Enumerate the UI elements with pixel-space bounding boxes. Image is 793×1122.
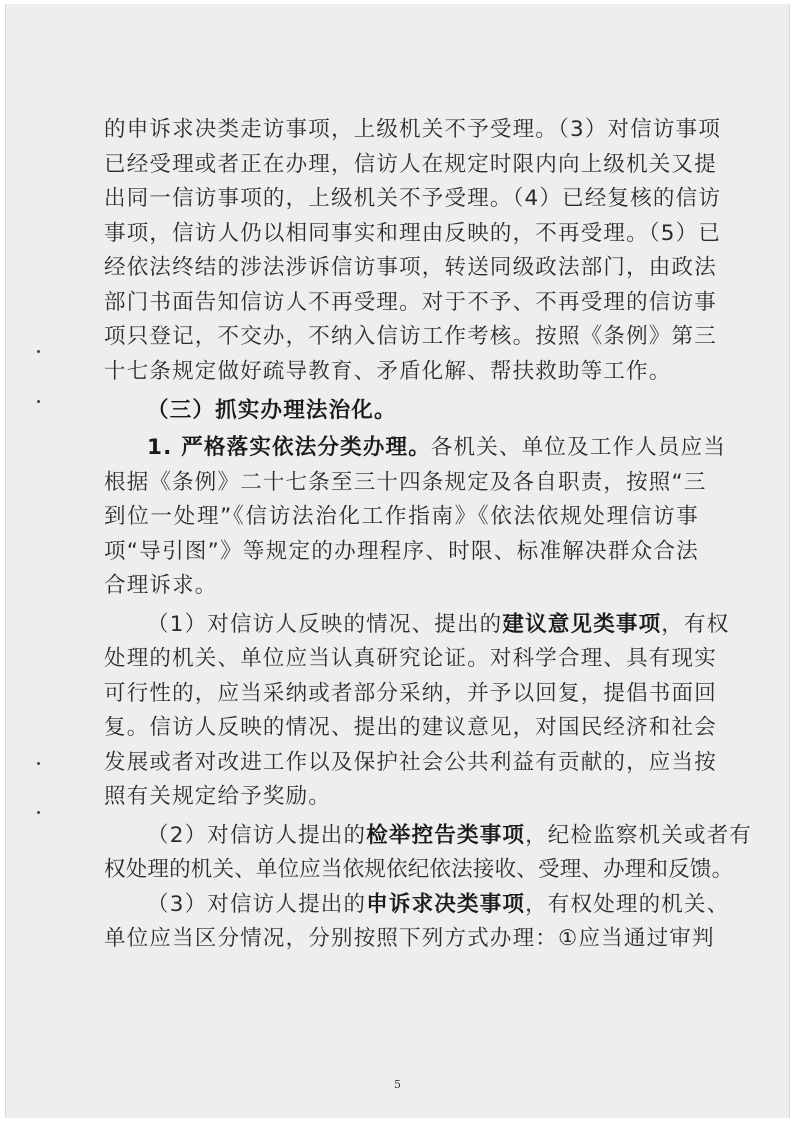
item-1-title: 1. 严格落实依法分类办理。 [147, 435, 431, 460]
item-b-suffix: ，纪检监察机关或者有 [525, 822, 753, 848]
document-page [5, 4, 790, 1118]
paragraph-continuation [104, 113, 722, 389]
text-line: 根据《条例》二十七条至三十四条规定及各自职责，按照“三 [104, 469, 707, 495]
text-line: 合理诉求。 [104, 573, 218, 598]
item-a-keyword: 建议意见类事项 [502, 611, 662, 637]
item-a-suffix: ，有权 [661, 611, 730, 637]
margin-mark [37, 350, 40, 353]
text-line: 可行性的，应当采纳或者部分采纳，并予以回复，提倡书面回 [104, 680, 717, 706]
text-line: 到位一处理”《信访法治化工作指南》《依法依规处理信访事 [104, 504, 699, 529]
text-line: 事项，信访人仍以相同事实和理由反映的，不再受理。（5）已 [104, 220, 722, 246]
item-a-paragraph [104, 608, 730, 815]
item-c-prefix: （3）对信访人提出的 [147, 891, 367, 917]
margin-mark [37, 811, 40, 814]
text-line [104, 431, 727, 466]
text-line [104, 819, 753, 854]
item-1-text: 各机关、单位及工作人员应当 [430, 435, 727, 460]
item-c-keyword: 申诉求决类事项 [366, 891, 526, 917]
text-line [104, 608, 730, 643]
text-line: 部门书面告知信访人不再受理。对于不予、不再受理的信访事 [104, 289, 717, 315]
text-line: 单位应当区分情况，分别按照下列方式办理：①应当通过审判 [104, 926, 715, 951]
text-line [104, 888, 730, 923]
text-line: 出同一信访事项的，上级机关不予受理。（4）已经复核的信访 [104, 186, 722, 211]
item-c-paragraph [104, 888, 730, 957]
text-line: 经依法终结的涉法涉诉信访事项，转送同级政法部门，由政法 [104, 255, 717, 280]
item-1-paragraph [104, 431, 727, 604]
margin-mark [37, 762, 40, 765]
item-b-prefix: （2）对信访人提出的 [147, 822, 367, 848]
text-line: 处理的机关、单位应当认真研究论证。对科学合理、具有现实 [104, 646, 717, 671]
page-number: 5 [394, 1078, 401, 1091]
section-heading [104, 391, 699, 431]
text-line: 照有关规定给予奖励。 [104, 784, 332, 809]
text-line: 项“导引图”》等规定的办理程序、时限、标准解决群众合法 [104, 538, 699, 564]
text-line: 已经受理或者正在办理，信访人在规定时限内向上级机关又提 [104, 151, 717, 177]
document-body [104, 113, 753, 957]
text-line: 的申诉求决类走访事项，上级机关不予受理。（3）对信访事项 [104, 117, 722, 142]
text-line: 权处理的机关、单位应当依规依纪依法接收、受理、办理和反馈。 [104, 857, 734, 882]
margin-mark [37, 400, 40, 403]
text-line: 项只登记，不交办，不纳入信访工作考核。按照《条例》第三 [104, 324, 717, 349]
item-b-paragraph [104, 819, 753, 888]
section-heading-text: （三）抓实办理法治化。 [147, 398, 397, 423]
text-line: 复。信访人反映的情况、提出的建议意见，对国民经济和社会 [104, 715, 717, 740]
text-line: 十七条规定做好疏导教育、矛盾化解、帮扶救助等工作。 [104, 358, 672, 384]
item-b-keyword: 检举控告类事项 [366, 822, 526, 848]
item-a-prefix: （1）对信访人反映的情况、提出的 [147, 611, 503, 637]
text-line: 发展或者对改进工作以及保护社会公共利益有贡献的，应当按 [104, 749, 717, 775]
item-c-suffix: ，有权处理的机关、 [525, 891, 730, 917]
